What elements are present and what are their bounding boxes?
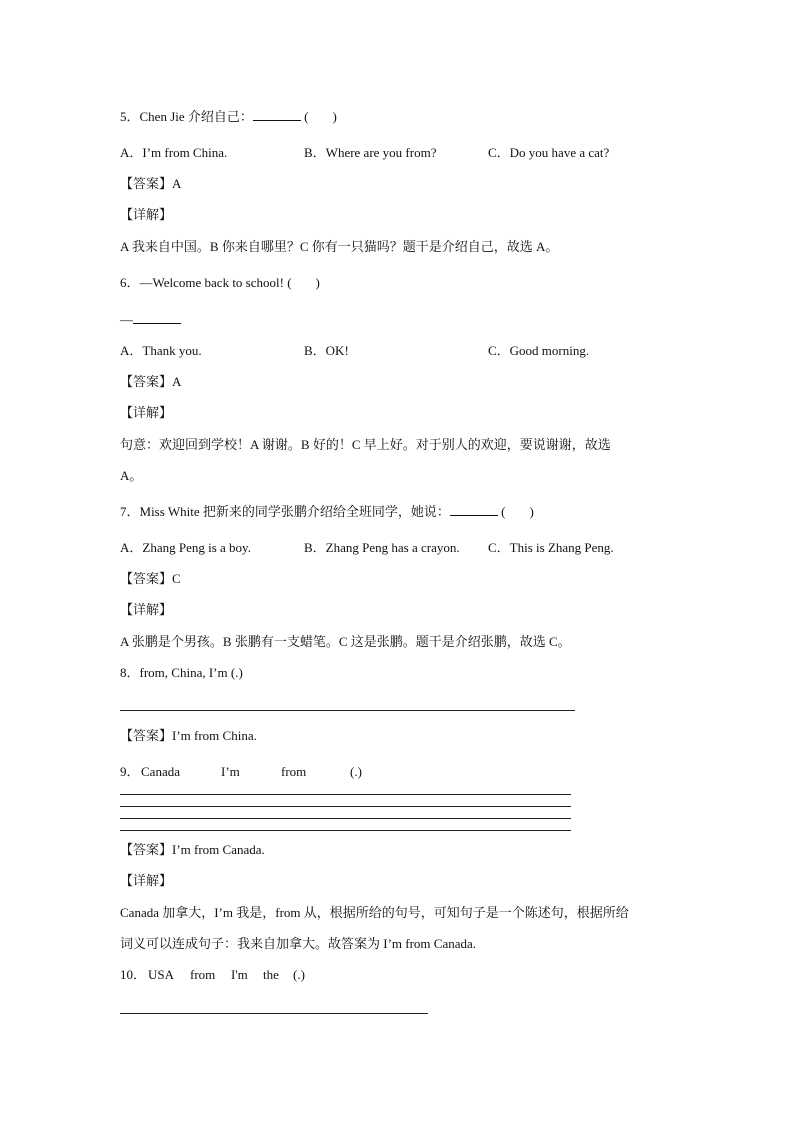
answer-blank[interactable] xyxy=(133,311,181,324)
question-number: 10． xyxy=(120,967,147,982)
detail-label: 【详解】 xyxy=(120,207,173,222)
word: USA xyxy=(148,967,175,982)
detail-text-cont: 词义可以连成句子：我来自加拿大。故答案为 I’m from Canada. xyxy=(120,936,477,951)
detail-text: Canada 加拿大，I’m 我是，from 从，根据所给的句号，可知句子是一个陈述句，根据所给 xyxy=(120,905,629,920)
question-9-stem xyxy=(120,763,140,781)
question-number: 6． xyxy=(120,275,140,290)
word: from xyxy=(190,967,216,982)
question-5-stem: 5．Chen Jie 介绍自己： ( ) xyxy=(120,109,337,124)
option-b[interactable]: B．OK! xyxy=(304,343,349,358)
question-number: 9． xyxy=(120,764,140,779)
question-text: Chen Jie 介绍自己： xyxy=(139,109,253,124)
word: I'm xyxy=(231,967,248,982)
writing-line[interactable] xyxy=(120,794,571,795)
option-c[interactable]: C．Good morning. xyxy=(488,343,590,358)
writing-line[interactable] xyxy=(120,710,575,711)
answer-blank[interactable] xyxy=(450,503,498,516)
reply-line: — xyxy=(120,311,181,329)
writing-line[interactable] xyxy=(120,806,571,807)
detail-label: 【详解】 xyxy=(120,602,173,617)
question-text: Miss White 把新来的同学张鹏介绍给全班同学，她说： xyxy=(139,504,450,519)
word: I’m xyxy=(221,764,240,779)
word: the xyxy=(263,967,279,982)
answer-blank[interactable] xyxy=(253,108,301,121)
option-b[interactable]: B．Where are you from? xyxy=(304,145,437,160)
question-number: 5． xyxy=(120,109,140,124)
question-text: —Welcome back to school! ( xyxy=(139,275,292,290)
option-c[interactable]: C．This is Zhang Peng. xyxy=(488,540,614,555)
detail-label: 【详解】 xyxy=(120,873,173,888)
detail-text: A 张鹏是个男孩。B 张鹏有一支蜡笔。C 这是张鹏。题干是介绍张鹏，故选 C。 xyxy=(120,634,571,649)
answer-label: 【答案】C xyxy=(120,571,181,586)
word: from xyxy=(281,764,307,779)
detail-label: 【详解】 xyxy=(120,405,173,420)
question-6-stem: 6．—Welcome back to school! ( ) xyxy=(120,275,320,290)
option-a[interactable]: A．Zhang Peng is a boy. xyxy=(120,540,251,555)
option-a[interactable]: A．Thank you. xyxy=(120,343,202,358)
word: (.) xyxy=(350,764,362,779)
detail-text: A 我来自中国。B 你来自哪里？C 你有一只猫吗？题干是介绍自己，故选 A。 xyxy=(120,239,559,254)
detail-text-cont: A。 xyxy=(120,468,143,483)
answer-label: 【答案】I’m from China. xyxy=(120,728,257,743)
answer-label: 【答案】A xyxy=(120,176,182,191)
writing-line[interactable] xyxy=(120,830,571,831)
writing-line[interactable] xyxy=(120,1013,428,1014)
question-7-stem: 7．Miss White 把新来的同学张鹏介绍给全班同学，她说： ( ) xyxy=(120,504,534,519)
question-10-stem xyxy=(120,966,146,984)
question-number: 8． xyxy=(120,665,140,680)
answer-label: 【答案】I’m from Canada. xyxy=(120,842,265,857)
option-c[interactable]: C．Do you have a cat? xyxy=(488,145,610,160)
option-a[interactable]: A．I’m from China. xyxy=(120,145,228,160)
word-list: from, China, I’m (.) xyxy=(139,665,243,680)
word: (.) xyxy=(293,967,305,982)
option-b[interactable]: B．Zhang Peng has a crayon. xyxy=(304,540,460,555)
writing-line[interactable] xyxy=(120,818,571,819)
detail-text: 句意：欢迎回到学校！A 谢谢。B 好的！C 早上好。对于别人的欢迎，要说谢谢，故选 xyxy=(120,437,611,452)
word: Canada xyxy=(141,764,180,779)
question-number: 7． xyxy=(120,504,140,519)
question-8-stem xyxy=(120,664,243,682)
answer-label: 【答案】A xyxy=(120,374,182,389)
